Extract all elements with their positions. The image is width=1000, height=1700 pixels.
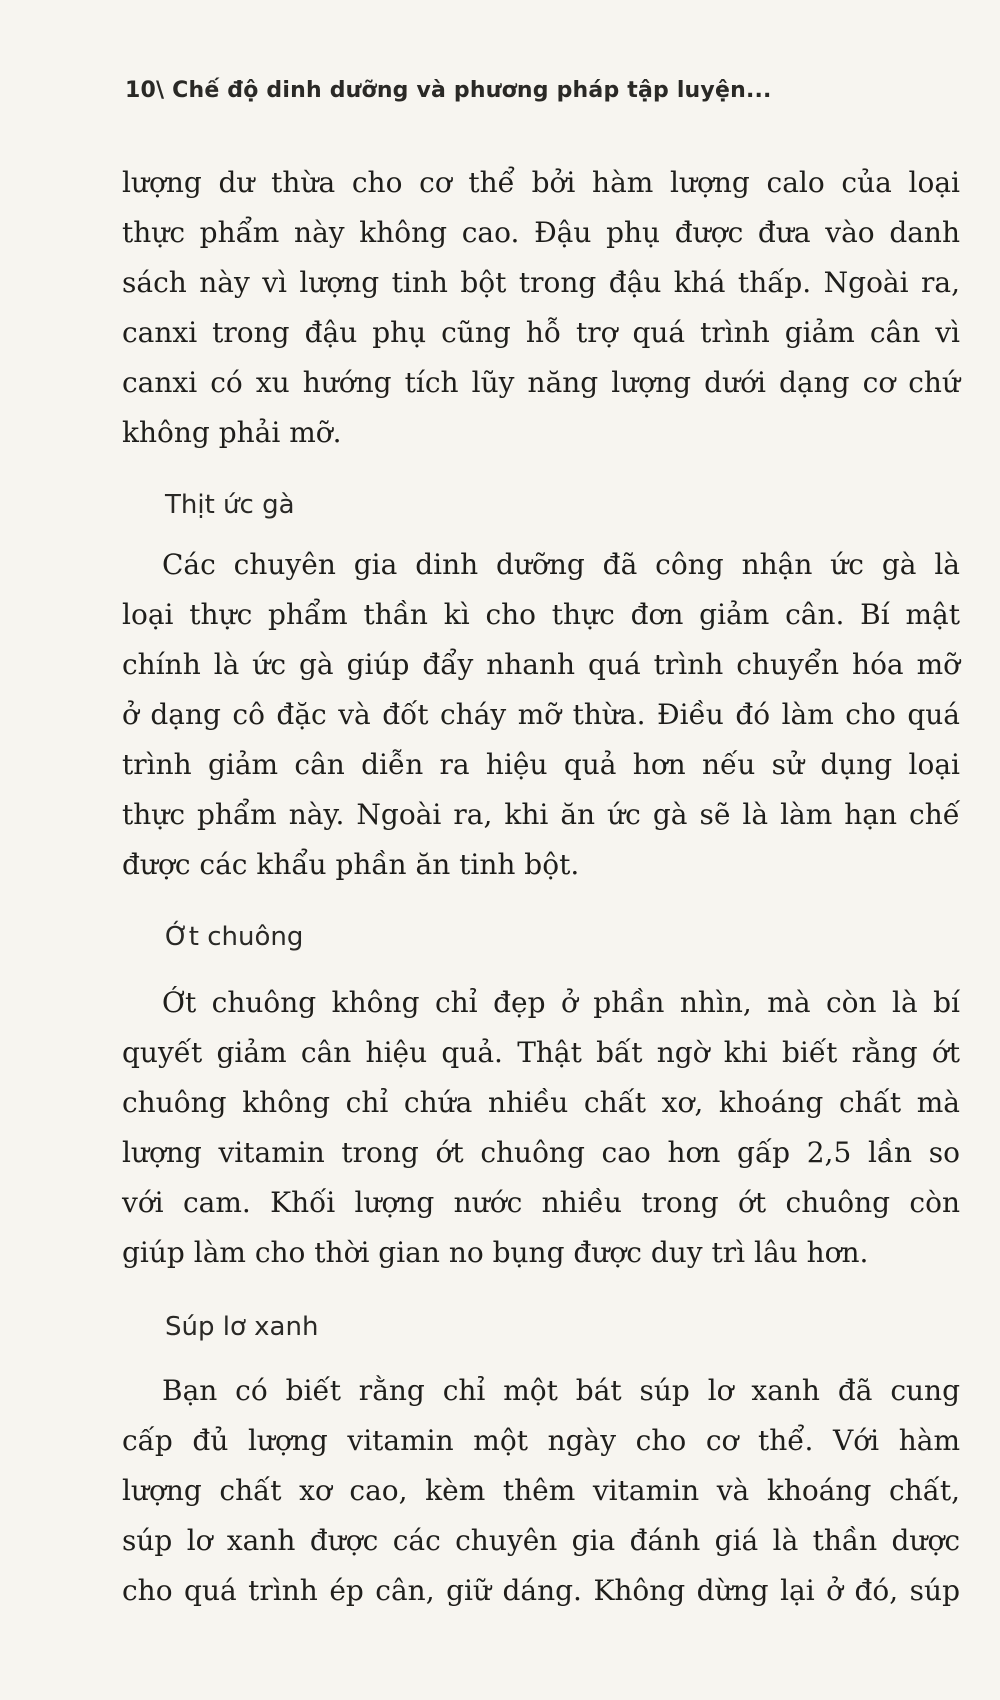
text-line: quyết giảm cân hiệu quả. Thật bất ngờ khi biết rằng ớt [122,1036,960,1069]
text-line: thực phẩm này. Ngoài ra, khi ăn ức gà sẽ là làm hạn chế [122,798,960,831]
paragraph-broccoli [122,1366,960,1616]
text-line: thực phẩm này không cao. Đậu phụ được đưa vào danh [122,216,960,249]
text-line: lượng vitamin trong ớt chuông cao hơn gấp 2,5 lần so [122,1136,960,1169]
text-line: với cam. Khối lượng nước nhiều trong ớt chuông còn [122,1186,960,1219]
subheading-bell-pepper: Ớt chuông [165,922,304,952]
text-line: Bạn có biết rằng chỉ một bát súp lơ xanh đã cung [162,1374,960,1407]
text-line: cho quá trình ép cân, giữ dáng. Không dừng lại ở đó, súp [122,1574,960,1607]
text-line: trình giảm cân diễn ra hiệu quả hơn nếu sử dụng loại [122,748,960,781]
text-line: chuông không chỉ chứa nhiều chất xơ, khoáng chất mà [122,1086,960,1119]
text-line: sách này vì lượng tinh bột trong đậu khá thấp. Ngoài ra, [122,266,960,299]
text-line: ở dạng cô đặc và đốt cháy mỡ thừa. Điều đó làm cho quá [122,698,960,731]
text-line: súp lơ xanh được các chuyên gia đánh giá là thần dược [122,1524,960,1557]
text-line: lượng chất xơ cao, kèm thêm vitamin và khoáng chất, [122,1474,960,1507]
paragraph-chicken-breast [122,540,960,890]
text-line: cấp đủ lượng vitamin một ngày cho cơ thể. Với hàm [122,1424,960,1457]
text-line: canxi có xu hướng tích lũy năng lượng dưới dạng cơ chứ [122,366,960,399]
text-line: Các chuyên gia dinh dưỡng đã công nhận ức gà là [162,548,960,581]
text-line: được các khẩu phần ăn tinh bột. [122,848,580,881]
paragraph-bell-pepper [122,978,960,1278]
subheading-broccoli: Súp lơ xanh [165,1312,319,1342]
text-line: giúp làm cho thời gian no bụng được duy trì lâu hơn. [122,1236,869,1269]
subheading-chicken-breast: Thịt ức gà [165,490,295,520]
text-line: không phải mỡ. [122,416,342,449]
text-line: lượng dư thừa cho cơ thể bởi hàm lượng calo của loại [122,166,960,199]
text-line: canxi trong đậu phụ cũng hỗ trợ quá trình giảm cân vì [122,316,960,349]
text-line: Ớt chuông không chỉ đẹp ở phần nhìn, mà còn là bí [162,986,960,1019]
running-header: 10\ Chế độ dinh dưỡng và phương pháp tập luyện... [125,78,772,103]
text-line: loại thực phẩm thần kì cho thực đơn giảm cân. Bí mật [122,598,960,631]
text-line: chính là ức gà giúp đẩy nhanh quá trình chuyển hóa mỡ [122,648,960,681]
paragraph-tofu [122,158,960,458]
